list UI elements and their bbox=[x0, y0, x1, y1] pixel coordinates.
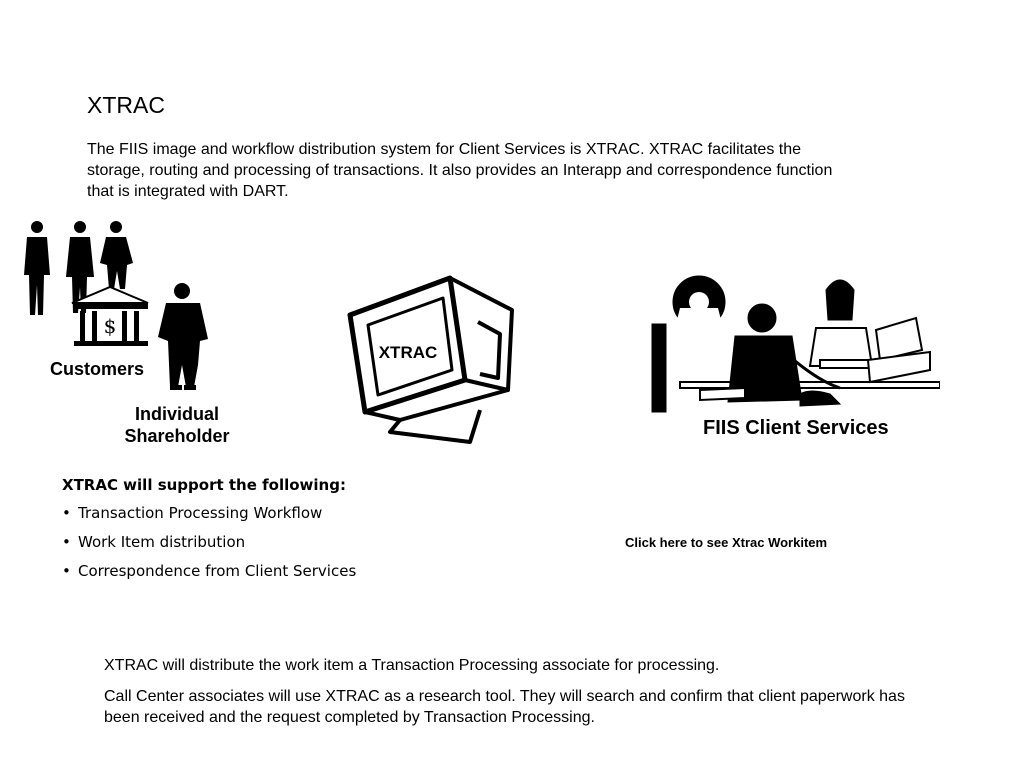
list-item bbox=[62, 504, 356, 522]
list-item-text: Correspondence from Client Services bbox=[78, 562, 357, 580]
list-item bbox=[62, 533, 356, 551]
xtrac-monitor-illustration bbox=[340, 270, 525, 450]
bullet-icon: • bbox=[62, 504, 71, 522]
svg-text:$: $ bbox=[103, 314, 117, 338]
support-heading: XTRAC will support the following: bbox=[62, 476, 346, 494]
support-list-section bbox=[62, 476, 356, 591]
list-item-text: Work Item distribution bbox=[78, 533, 246, 551]
workitem-link[interactable]: Click here to see Xtrac Workitem bbox=[625, 535, 828, 550]
research-paragraph: Call Center associates will use XTRAC as a research tool. They will search and confirm that client paperwork has been received and the request completed by Transaction Processing. bbox=[104, 688, 905, 726]
monitor-screen-label: XTRAC bbox=[378, 343, 438, 362]
bullet-icon: • bbox=[62, 533, 71, 551]
page-title: XTRAC bbox=[87, 92, 165, 118]
customers-label: Customers bbox=[50, 359, 145, 379]
client-services-label: FIIS Client Services bbox=[703, 417, 889, 439]
support-list bbox=[62, 504, 356, 580]
individual-shareholder-label: Individual Shareholder bbox=[124, 404, 230, 446]
list-item-text: Transaction Processing Workflow bbox=[78, 504, 323, 522]
bottom-text bbox=[104, 655, 944, 738]
distribution-paragraph: XTRAC will distribute the work item a Transaction Processing associate for processing. bbox=[104, 657, 720, 674]
intro-paragraph: The FIIS image and workflow distribution system for Client Services is XTRAC. XTRAC facilitates the storage, routing and processing of transactions. It also provides an Interapp and correspondence function that is integrated with DART. bbox=[87, 141, 833, 200]
list-item bbox=[62, 562, 356, 580]
client-services-illustration bbox=[640, 270, 940, 420]
bullet-icon: • bbox=[62, 562, 71, 580]
